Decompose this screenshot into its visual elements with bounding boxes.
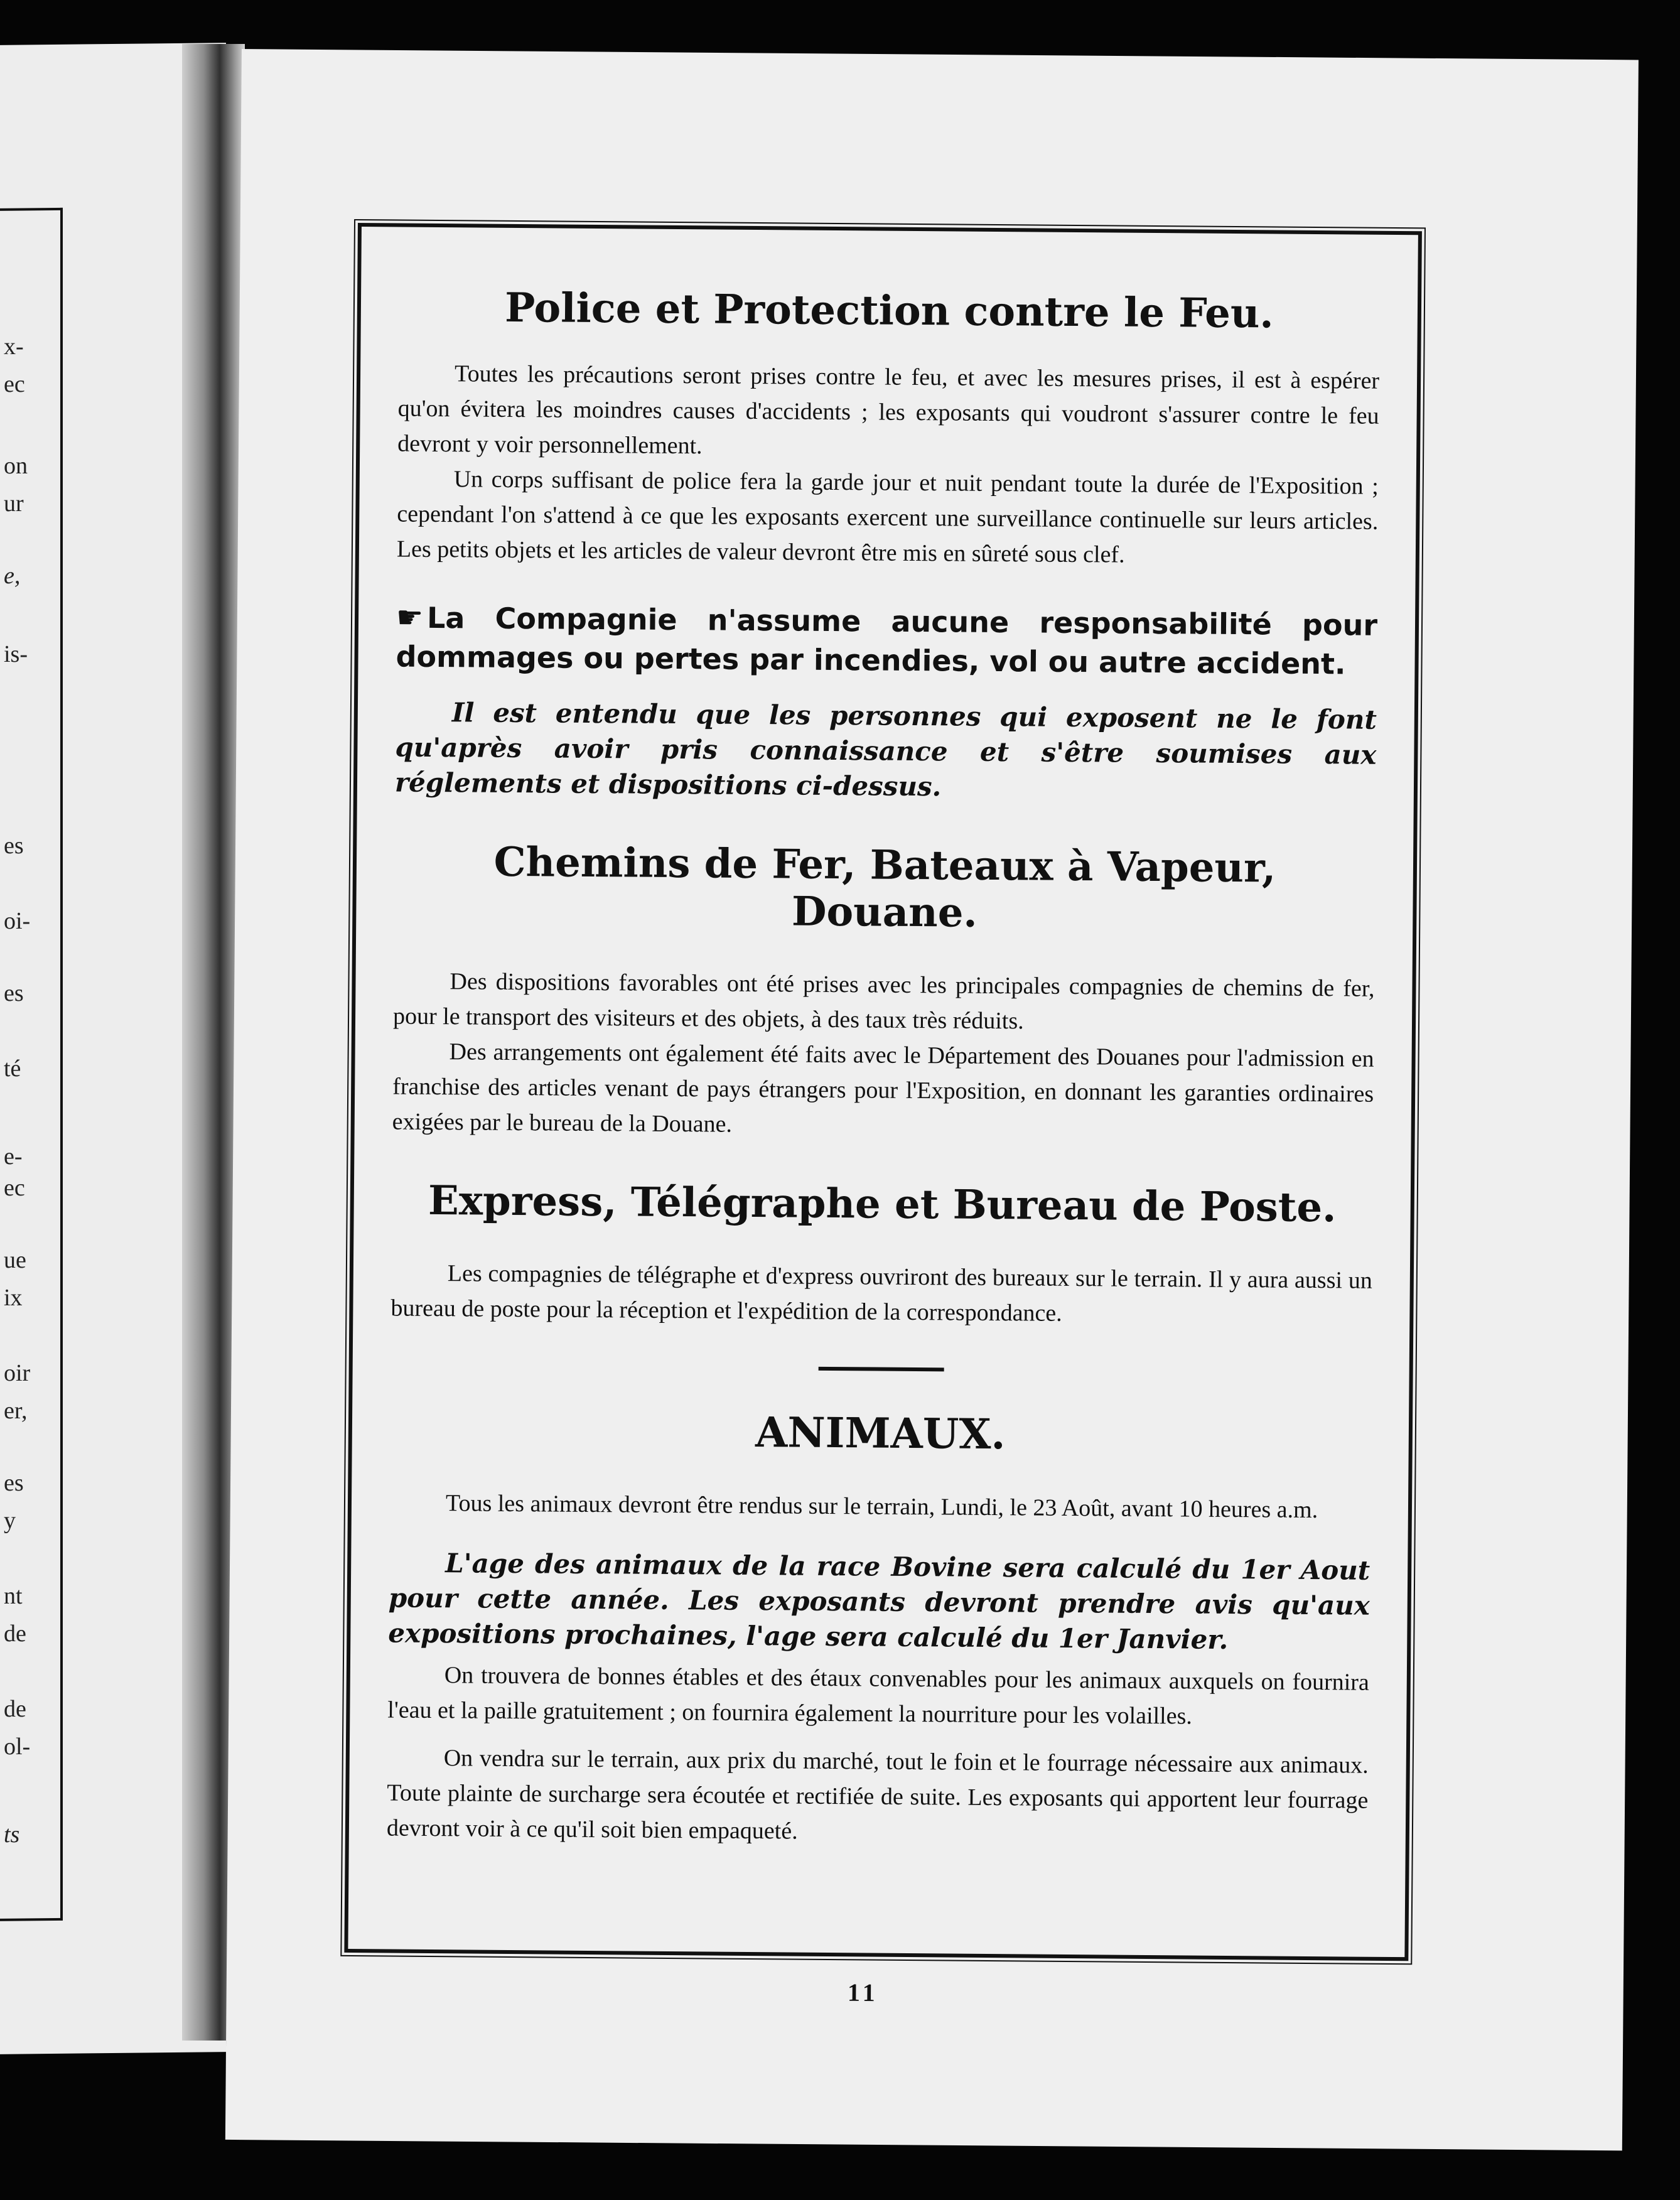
police-paragraph-1: Toutes les précautions seront prises contre le feu, et avec les mesures prises, il est à espérer qu'on évitera les moindres causes d'accidents ; les exposants qui voudront s'assurer contre le feu devront y voir personnellement. (397, 360, 1380, 460)
police-italic-statement: Il est entendu que les personnes qui exposent ne le font qu'après avoir pris connaissance et s'être soumises aux réglements et dispositions ci-dessus. (394, 697, 1377, 802)
left-page-fragment: is- (4, 641, 28, 667)
animaux-paragraph-3: On vendra sur le terrain, aux prix du marché, tout le foin et le fourrage nécessaire aux animaux. Toute plainte de surcharge sera écoutée et rectifiée de suite. Les exposants qui apportent leur fourrage devront voir à ce qu'il soit bien empaqueté. (386, 1745, 1369, 1845)
left-page-fragment: ec (4, 371, 25, 397)
section-title-chemins: Chemins de Fer, Bateaux à Vapeur, Douane. (493, 838, 1276, 937)
express-paragraph-1: Les compagnies de télégraphe et d'express ouvriront des bureaux sur le terrain. Il y aura aussi un bureau de poste pour la réception et l'expédition de la correspondance. (390, 1260, 1372, 1327)
left-page-fragment: x- (4, 333, 24, 360)
left-page-fragment: e, (4, 563, 21, 589)
left-page-fragment: es (4, 1470, 24, 1496)
animaux-italic-statement: L'age des animaux de la race Bovine sera calculé du 1er Aout pour cette année. Les exposants devront prendre avis qu'aux expositions prochaines, l'age sera calculé du 1er Janvier. (388, 1548, 1370, 1655)
liability-notice-text: La Compagnie n'assume aucune responsabilité pour dommages ou pertes par incendies, vol ou autre accident. (396, 600, 1378, 681)
animaux-paragraph-2: On trouvera de bonnes étables et des étaux convenables pour les animaux auxquels on fournira l'eau et la paille gratuitement ; on fournira également la nourriture pour les volailles. (387, 1662, 1369, 1730)
left-page-fragment: de (4, 1620, 26, 1647)
chemins-paragraph-2: Des arrangements ont également été faits avec le Département des Douanes pour l'admission en franchise des articles venant de pays étrangers pour l'Exposition, en donnant les garanties ordinaires exigées par le bureau de la Douane. (392, 1038, 1374, 1138)
police-paragraph-2: Un corps suffisant de police fera la garde jour et nuit pendant toute la durée de l'Exposition ; cependant l'on s'attend à ce que les exposants exercent une surveillance continuelle sur leurs articles. Les petits objets et les articles de valeur devront être mis en sûreté sous clef. (396, 466, 1379, 568)
left-page-fragment: on (4, 453, 28, 479)
left-page-fragment: oi- (4, 908, 31, 934)
section-title-express: Express, Télégraphe et Bureau de Poste. (428, 1177, 1337, 1232)
left-page-fragment: e- (4, 1143, 23, 1170)
left-page-fragment: ix (4, 1285, 23, 1311)
left-page-fragment: nt (4, 1583, 23, 1609)
pointing-hand-icon: ☛ (396, 600, 424, 635)
section-title-animaux: ANIMAUX. (755, 1408, 1006, 1459)
section-title-police: Police et Protection contre le Feu. (504, 284, 1274, 338)
left-page-fragment: ts (4, 1821, 20, 1848)
left-page-fragment: ol- (4, 1734, 31, 1760)
content-frame (344, 223, 1422, 1961)
left-page-fragment: y (4, 1507, 16, 1534)
left-page-fragment: ur (4, 490, 24, 517)
left-page-fragment: oir (4, 1360, 31, 1386)
left-page-fragment: es (4, 833, 24, 859)
left-page-fragment: ec (4, 1175, 25, 1201)
left-page-fragment: es (4, 980, 24, 1006)
left-page-fragment: té (4, 1055, 21, 1082)
left-page-fragment: er, (4, 1398, 28, 1424)
liability-notice (396, 598, 1377, 683)
animaux-paragraph-1: Tous les animaux devront être rendus sur le terrain, Lundi, le 23 Août, avant 10 heures a.m. (445, 1490, 1318, 1524)
chemins-paragraph-1: Des dispositions favorables ont été prises avec les principales compagnies de chemins de fer, pour le transport des visiteurs et des objets, à des taux très réduits. (392, 968, 1375, 1035)
scan-right-edge (1642, 94, 1680, 2200)
left-page-fragment: de (4, 1696, 26, 1722)
section-divider (818, 1367, 944, 1372)
left-page-fragment: ue (4, 1247, 26, 1273)
page-number: 11 (847, 1978, 879, 2007)
